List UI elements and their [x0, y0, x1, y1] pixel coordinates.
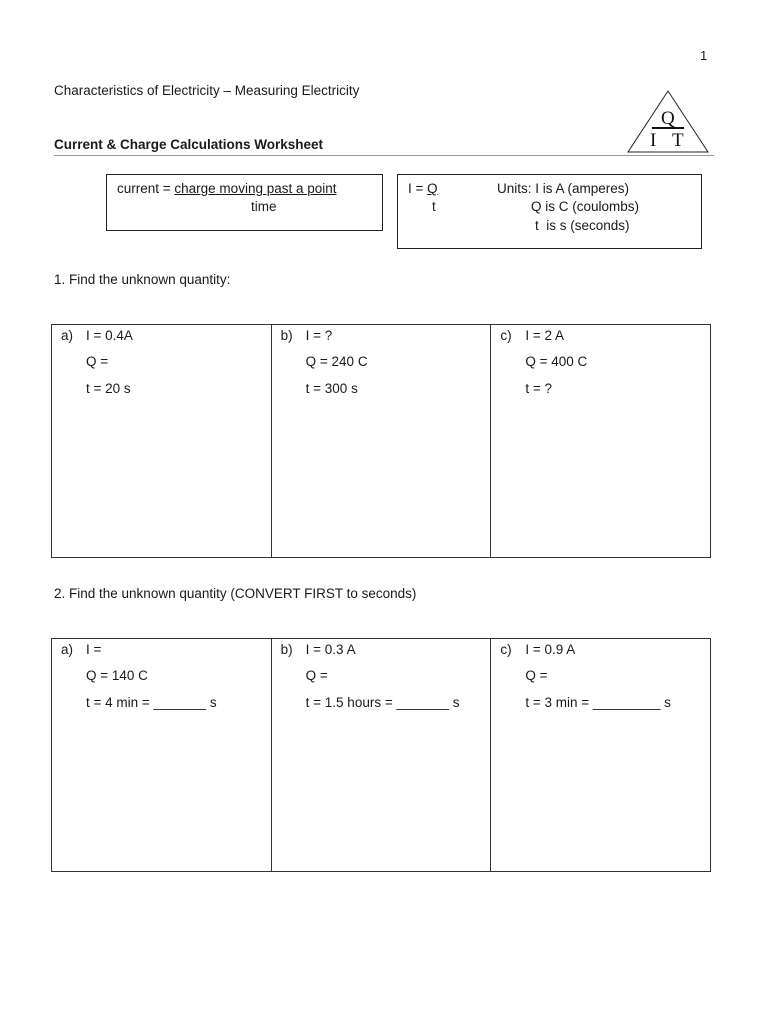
worksheet-subtitle: Characteristics of Electricity – Measuring Electricity: [54, 83, 360, 98]
word-formula-numerator: charge moving past a point: [174, 181, 337, 196]
question-1-prompt: 1. Find the unknown quantity:: [54, 272, 231, 287]
q2-cell-b[interactable]: [271, 639, 491, 872]
qit-triangle-icon: [626, 90, 710, 154]
cell-line-1: I = 0.3 A: [305, 642, 356, 657]
q1-cell-b[interactable]: [271, 325, 491, 558]
units-box: [397, 174, 702, 249]
cell-line-2: Q =: [525, 668, 548, 683]
cell-line-1: I = 0.9 A: [525, 642, 576, 657]
cell-line-2: Q = 400 C: [525, 354, 588, 369]
page-number: 1: [700, 48, 708, 63]
cell-label: b): [280, 328, 293, 343]
cell-label: c): [500, 328, 512, 343]
symbol-formula-denominator: t: [432, 199, 436, 214]
units-time: t is s (seconds): [535, 218, 630, 233]
cell-line-3: t = 1.5 hours = _______ s: [305, 695, 460, 710]
symbol-formula-lhs: I =: [408, 181, 428, 196]
title-divider: [54, 155, 714, 156]
cell-line-1: I = ?: [305, 328, 333, 343]
symbol-formula-numerator: Q: [427, 181, 438, 196]
triangle-t: T: [672, 130, 684, 151]
question-2-table: [51, 638, 711, 872]
cell-label: a): [61, 642, 74, 657]
q2-cell-c[interactable]: [491, 639, 711, 872]
units-current: Units: I is A (amperes): [497, 181, 630, 196]
cell-line-3: t = 3 min = _________ s: [525, 695, 671, 710]
cell-line-2: Q =: [86, 354, 109, 369]
q1-cell-c[interactable]: [491, 325, 711, 558]
question-1-table: [51, 324, 711, 558]
cell-line-1: I =: [86, 642, 102, 657]
word-formula-numerator-line: [117, 181, 337, 196]
cell-line-2: Q =: [305, 668, 328, 683]
cell-line-2: Q = 140 C: [86, 668, 148, 683]
triangle-i: I: [650, 130, 657, 151]
q2-cell-a[interactable]: [52, 639, 272, 872]
cell-line-2: Q = 240 C: [305, 354, 368, 369]
worksheet-title: Current & Charge Calculations Worksheet: [54, 137, 324, 152]
cell-line-3: t = 20 s: [86, 381, 131, 396]
cell-line-3: t = 4 min = _______ s: [86, 695, 217, 710]
word-formula-denominator: time: [251, 199, 277, 214]
word-formula-lhs: current =: [117, 181, 175, 196]
cell-line-3: t = ?: [525, 381, 552, 396]
word-formula-box: [106, 174, 383, 231]
q1-cell-a[interactable]: [52, 325, 272, 558]
question-2-prompt: 2. Find the unknown quantity (CONVERT FIRST to seconds): [54, 586, 417, 601]
cell-line-3: t = 300 s: [305, 381, 358, 396]
cell-label: a): [61, 328, 74, 343]
cell-line-1: I = 2 A: [525, 328, 564, 343]
cell-line-1: I = 0.4A: [86, 328, 133, 343]
triangle-q: Q: [661, 108, 675, 129]
cell-label: c): [500, 642, 512, 657]
units-charge: Q is C (coulombs): [531, 199, 640, 214]
symbol-formula: [408, 181, 438, 196]
cell-label: b): [280, 642, 293, 657]
